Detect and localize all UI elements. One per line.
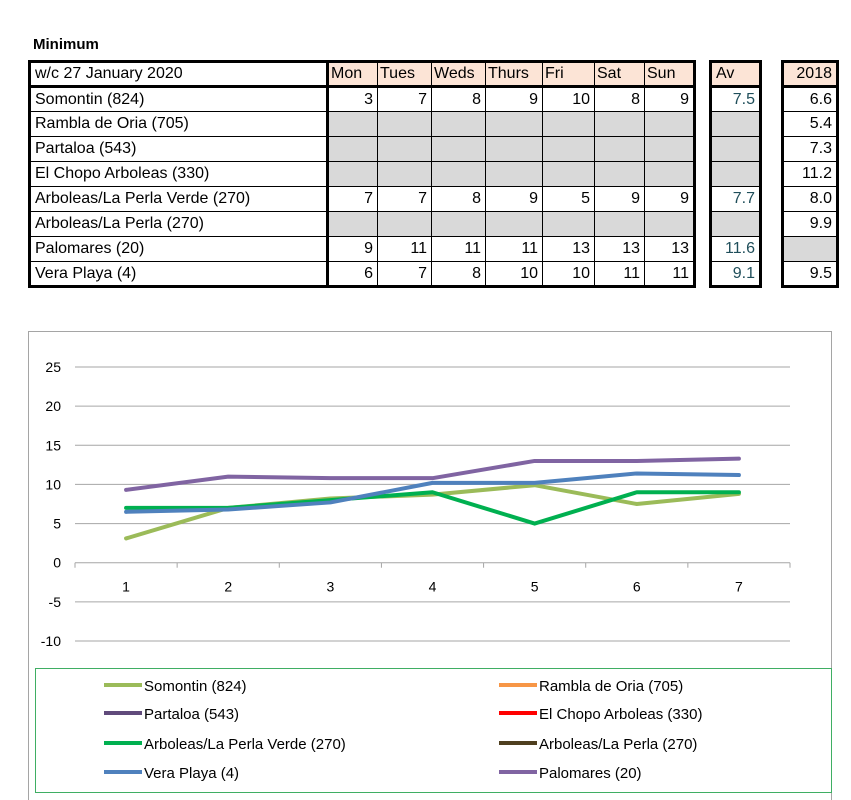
day-value: 7	[378, 262, 432, 287]
legend-label: Palomares (20)	[539, 765, 642, 782]
day-value: 8	[432, 262, 486, 287]
x-tick-label: 1	[122, 578, 130, 595]
day-value: 3	[328, 87, 378, 112]
x-tick-label: 6	[632, 578, 641, 595]
day-value: 8	[432, 87, 486, 112]
week-label: w/c 27 January 2020	[30, 62, 328, 87]
station-name: Vera Playa (4)	[30, 262, 328, 287]
y-tick-label: 0	[53, 554, 61, 571]
day-value: 10	[543, 262, 595, 287]
day-value: 7	[328, 187, 378, 212]
day-header: Mon	[328, 62, 378, 87]
day-value: 7	[378, 87, 432, 112]
day-value: 5	[543, 187, 595, 212]
year-2018-value: 9.9	[783, 212, 838, 237]
year-2018-value: 9.5	[783, 262, 838, 287]
day-header: Sun	[645, 62, 695, 87]
x-tick-label: 5	[530, 578, 539, 595]
av-header: Av	[711, 62, 761, 87]
y-tick-label: 5	[53, 515, 61, 532]
y-tick-label: -10	[40, 633, 61, 649]
day-value: 9	[595, 187, 645, 212]
day-header: Sat	[595, 62, 645, 87]
day-value: 8	[595, 87, 645, 112]
average-value: 9.1	[711, 262, 761, 287]
day-header: Tues	[378, 62, 432, 87]
day-value: 11	[645, 262, 695, 287]
x-tick-label: 7	[735, 578, 743, 595]
day-value: 9	[645, 187, 695, 212]
legend-label: Somontin (824)	[144, 678, 247, 695]
day-header: Fri	[543, 62, 595, 87]
y-tick-label: 10	[45, 476, 61, 493]
day-value: 13	[595, 237, 645, 262]
y-tick-label: 25	[45, 359, 61, 375]
page-title: Minimum	[33, 36, 99, 53]
legend-label: Vera Playa (4)	[144, 765, 240, 782]
y-tick-label: -5	[48, 593, 61, 610]
day-value: 13	[543, 237, 595, 262]
day-value: 9	[328, 237, 378, 262]
legend-label: Rambla de Oria (705)	[539, 678, 684, 695]
day-value: 11	[595, 262, 645, 287]
year-2018-value: 5.4	[783, 112, 838, 137]
day-value: 9	[486, 87, 543, 112]
chart-legend	[35, 668, 832, 793]
x-tick-label: 2	[224, 578, 233, 595]
legend-label: Arboleas/La Perla (270)	[539, 736, 698, 753]
year-2018-value: 8.0	[783, 187, 838, 212]
x-tick-label: 3	[326, 578, 335, 595]
day-value: 9	[645, 87, 695, 112]
day-header: Thurs	[486, 62, 543, 87]
station-name: Somontin (824)	[30, 87, 328, 112]
year-header: 2018	[783, 62, 838, 87]
day-value: 13	[645, 237, 695, 262]
day-value: 8	[432, 187, 486, 212]
x-tick-label: 4	[428, 578, 437, 595]
day-header: Weds	[432, 62, 486, 87]
day-value: 10	[543, 87, 595, 112]
day-value: 10	[486, 262, 543, 287]
day-value: 11	[432, 237, 486, 262]
day-value: 11	[378, 237, 432, 262]
day-value: 6	[328, 262, 378, 287]
day-value: 7	[378, 187, 432, 212]
year-2018-value: 11.2	[783, 162, 838, 187]
average-value: 11.6	[711, 237, 761, 262]
station-name: Arboleas/La Perla (270)	[30, 212, 328, 237]
y-tick-label: 15	[45, 437, 61, 454]
station-name: Partaloa (543)	[30, 137, 328, 162]
year-2018-value: 6.6	[783, 87, 838, 112]
year-2018-value: 7.3	[783, 137, 838, 162]
y-tick-label: 20	[45, 398, 61, 415]
station-name: Palomares (20)	[30, 237, 328, 262]
average-value: 7.5	[711, 87, 761, 112]
average-value: 7.7	[711, 187, 761, 212]
day-value: 11	[486, 237, 543, 262]
legend-label: Arboleas/La Perla Verde (270)	[144, 736, 346, 753]
station-name: Arboleas/La Perla Verde (270)	[30, 187, 328, 212]
legend-label: El Chopo Arboleas (330)	[539, 706, 703, 723]
station-name: El Chopo Arboleas (330)	[30, 162, 328, 187]
day-value: 9	[486, 187, 543, 212]
legend-label: Partaloa (543)	[144, 706, 240, 723]
station-name: Rambla de Oria (705)	[30, 112, 328, 137]
